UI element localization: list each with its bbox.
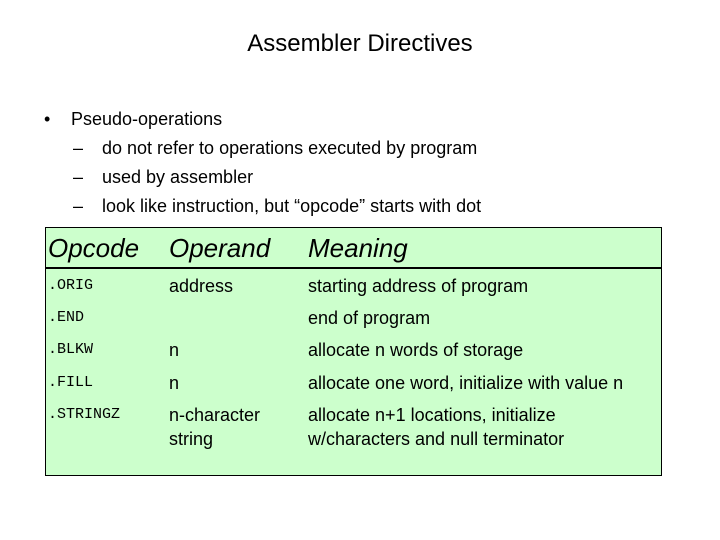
bullet-list	[0, 105, 720, 221]
operand-cell: n	[169, 340, 180, 360]
meaning-cell: allocate n words of storage	[308, 340, 524, 360]
bullet-text: Pseudo-operations	[71, 109, 223, 129]
meaning-cell: allocate n+1 locations, initialize w/characters and null terminator	[308, 405, 565, 449]
meaning-cell: end of program	[308, 308, 431, 328]
opcode-cell: .STRINGZ	[48, 406, 121, 423]
table-header	[46, 228, 661, 269]
operand-cell: n	[169, 373, 180, 393]
sub-bullet-text: used by assembler	[102, 167, 254, 187]
opcode-cell: .BLKW	[48, 341, 94, 358]
header-operand: Operand	[169, 233, 271, 263]
sub-bullet-text: do not refer to operations executed by program	[102, 138, 478, 158]
opcode-cell: .END	[48, 309, 85, 326]
header-opcode: Opcode	[48, 233, 140, 263]
sub-bullet-item	[0, 192, 720, 221]
operand-cell: address	[169, 276, 234, 296]
meaning-cell: starting address of program	[308, 276, 529, 296]
opcode-cell: .FILL	[48, 374, 94, 391]
sub-bullet-item	[0, 134, 720, 163]
slide-title: Assembler Directives	[247, 30, 473, 57]
sub-bullet-item	[0, 163, 720, 192]
header-meaning: Meaning	[308, 233, 408, 263]
bullet-dot-icon: •	[44, 109, 51, 129]
bullet-item	[0, 105, 720, 134]
directives-table	[45, 227, 662, 476]
dash-icon: –	[73, 196, 84, 216]
dash-icon: –	[73, 167, 84, 187]
opcode-cell: .ORIG	[48, 277, 94, 294]
dash-icon: –	[73, 138, 84, 158]
meaning-cell: allocate one word, initialize with value n	[308, 373, 624, 393]
operand-cell: n-character string	[169, 405, 261, 449]
sub-bullet-text: look like instruction, but “opcode” starts with dot	[102, 196, 482, 216]
